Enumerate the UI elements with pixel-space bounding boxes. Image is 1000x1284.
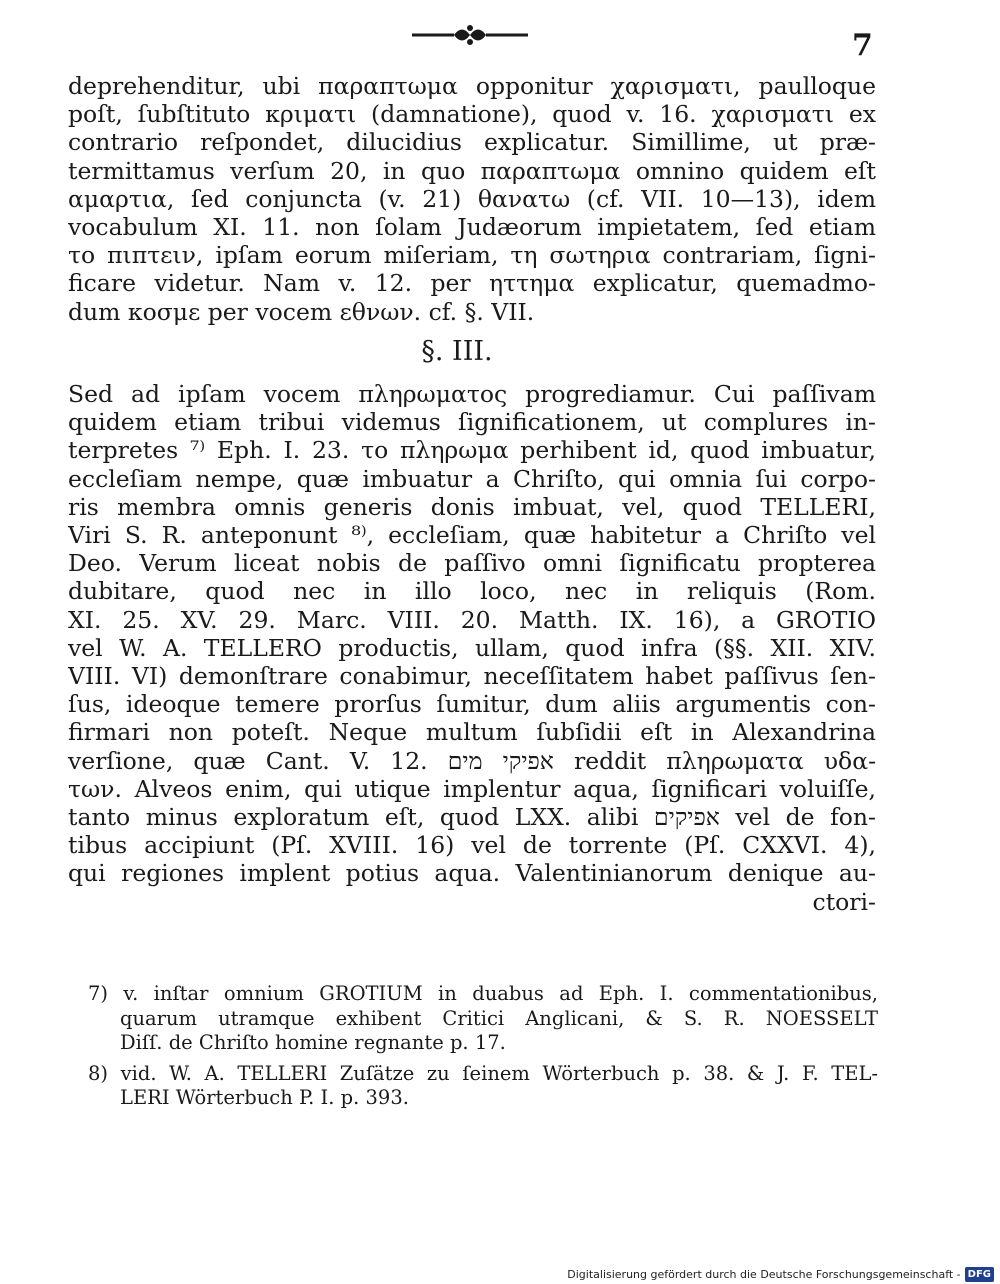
text-line: termittamus verſum 20, in quo παραπτωμα omnino quidem eſt [68,156,876,185]
text-line: poſt, ſubſtituto κριματι (damnatione), quod v. 16. χαρισματι ex [68,100,876,129]
footnotes [88,982,878,1111]
text-line: Viri S. R. anteponunt ⁸⁾, eccleſiam, quæ habitetur a Chriſto vel [68,521,876,550]
footnote-line: 8) vid. W. A. TELLERI Zuſätze zu ſeinem Wörterbuch p. 38. & J. F. TEL- [88,1061,878,1085]
footnote-line: Diſſ. de Chriſto homine regnante p. 17. [120,1031,506,1055]
text-line: firmari non poteſt. Neque multum ſubſidii eſt in Alexandrina [68,718,876,747]
text-line: tibus accipiunt (Pſ. XVIII. 16) vel de torrente (Pſ. CXXVI. 4), [68,831,876,860]
text-line: terpretes ⁷⁾ Eph. I. 23. το πληρωμα perhibent id, quod imbuatur, [68,436,876,465]
text-line: αμαρτια, ſed conjuncta (v. 21) θανατω (cf. VII. 10—13), idem [68,184,876,213]
text-line: contrario reſpondet, dilucidius explicatur. Simillime, ut præ- [68,128,876,157]
text-line: vocabulum XI. 11. non ſolam Judæorum impietatem, ſed etiam [68,213,876,242]
text-line: ctori- [812,887,876,916]
text-line: dum κοσμε per vocem εθνων. cf. §. VII. [68,297,535,326]
text-line: vel W. A. TELLERO productis, ullam, quod infra (§§. XII. XIV. [68,633,876,662]
digitization-footer [567,1267,994,1282]
text-line: XI. 25. XV. 29. Marc. VIII. 20. Matth. IX. 16), a GROTIO [68,605,876,634]
text-line: το πιπτειν, ipſam eorum miſeriam, τη σωτηρια contrariam, ſigni- [68,241,876,270]
footnote-line: 7) v. inſtar omnium GROTIUM in duabus ad Eph. I. commentationibus, [88,982,878,1005]
footnote-line: LERI Wörterbuch P. I. p. 393. [120,1086,409,1110]
body-text [68,72,876,916]
text-line: eccleſiam nempe, quæ imbuatur a Chriſto, qui omnia ſui corpo- [68,464,876,493]
text-line: ris membra omnis generis donis imbuat, vel, quod TELLERI, [68,492,876,521]
header-ornament-icon [410,20,530,50]
text-line: deprehenditur, ubi παραπτωμα opponitur χαρισματι, paulloque [68,72,876,100]
paragraph [68,380,876,916]
text-line: ſus, ideoque temere prorſus ſumitur, dum aliis argumentis con- [68,690,876,719]
text-line: VIII. VI) demonſtrare conabimur, neceſſitatem habet paſſivus ſen- [68,662,876,691]
text-line: quidem etiam tribui videmus ſignificationem, ut complures in- [68,408,876,437]
text-line: verſione, quæ Cant. V. 12. אפיקי מים reddit πληρωματα υδα- [68,746,876,775]
section-heading: §. III. [421,335,493,367]
text-line: ficare videtur. Nam v. 12. per ηττημα explicatur, quemadmo- [68,269,876,298]
dfg-logo-icon: DFG [965,1267,994,1282]
page-number: 7 [852,28,873,63]
text-line: Sed ad ipſam vocem πληρωματος progrediamur. Cui paſſivam [68,380,876,409]
footnote-line: quarum utramque exhibent Critici Anglicani, & S. R. NOESSELT [120,1006,878,1030]
text-line: Deo. Verum liceat nobis de paſſivo omni ſignificatu propterea [68,549,876,578]
text-line: dubitare, quod nec in illo loco, nec in reliquis (Rom. [68,577,876,606]
text-line: tanto minus exploratum eſt, quod LXX. alibi אפיקים vel de fon- [68,803,876,832]
footer-text: Digitalisierung gefördert durch die Deutsche Forschungsgemeinschaft - [567,1268,961,1281]
text-line: qui regiones implent potius aqua. Valentinianorum denique au- [68,859,876,888]
text-line: των. Alveos enim, qui utique implentur aqua, ſignificari voluiſſe, [68,774,876,803]
